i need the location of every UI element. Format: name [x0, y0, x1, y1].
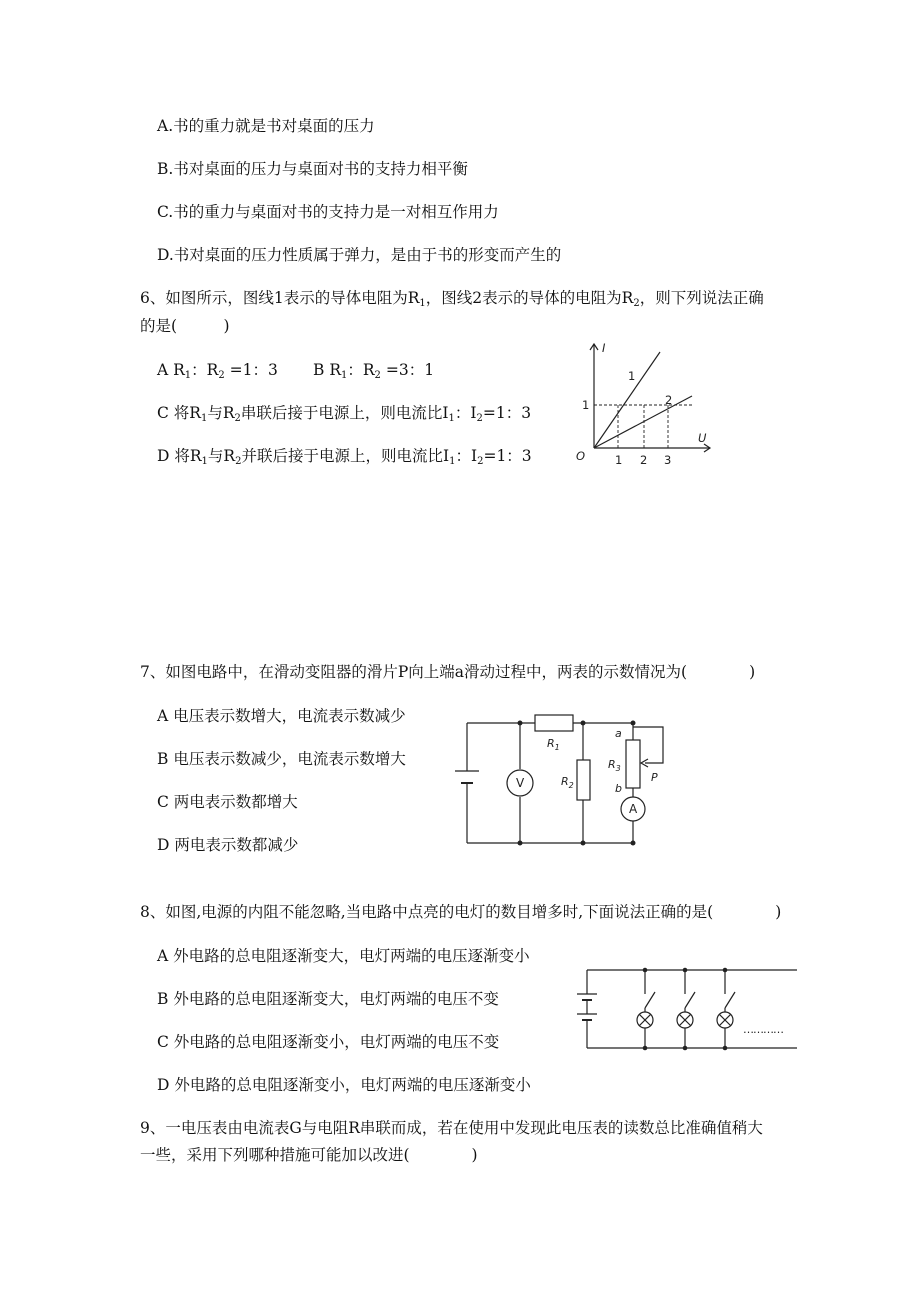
q7-option-b: B 电压表示数减少，电流表示数增大 [157, 750, 406, 768]
q6-option-b: B $R_1$：$R_2 =3$：1 [313, 361, 435, 381]
q7-option-d: D 两电表示数都减少 [157, 836, 299, 854]
lamp-branch-2 [677, 970, 695, 1048]
q7-circuit [455, 705, 685, 855]
q8-stem: 8、如图,电源的内阻不能忽略,当电路中点亮的电灯的数目增多时,下面说法正确的是( ) [140, 903, 782, 921]
q5-option-a: A.书的重力就是书对桌面的压力 [157, 117, 375, 135]
lamp-branch-3 [717, 970, 735, 1048]
x-tick-2: 2 [640, 453, 648, 467]
resistor-r3 [626, 740, 640, 788]
r3-label: $R_3$ [608, 758, 621, 773]
q6-option-d: D 将$R_1$与$R_2$并联后接于电源上，则电流比$I_1$：$I_2=1$：3 [157, 447, 532, 467]
more-lamps-dots: ………… [743, 1023, 783, 1036]
resistor-r2 [577, 760, 590, 800]
line-2-label: 2 [665, 393, 673, 407]
q7-option-c: C 两电表示数都增大 [157, 793, 298, 811]
iu-graph [570, 340, 720, 470]
q8-option-b: B 外电路的总电阻逐渐变大，电灯两端的电压不变 [157, 990, 499, 1008]
q5-option-d: D.书对桌面的压力性质属于弹力，是由于书的形变而产生的 [157, 246, 562, 264]
graph-line-2 [594, 396, 692, 448]
i-axis-label: I [602, 341, 606, 355]
q5-option-b: B.书对桌面的压力与桌面对书的支持力相平衡 [157, 160, 468, 178]
graph-line-1 [594, 352, 660, 448]
q6-option-c: C 将$R_1$与$R_2$串联后接于电源上，则电流比$I_1$：$I_2=1$：3 [157, 404, 532, 424]
u-axis-label: U [698, 431, 707, 445]
q8-option-a: A 外电路的总电阻逐渐变大，电灯两端的电压逐渐变小 [157, 947, 530, 965]
line-1-label: 1 [628, 369, 636, 383]
terminal-b-label: b [615, 782, 622, 795]
q8-option-c: C 外电路的总电阻逐渐变小，电灯两端的电压不变 [157, 1033, 500, 1051]
y-tick-1: 1 [582, 398, 590, 412]
r2-label: $R_2$ [561, 775, 574, 790]
r1-label: $R_1$ [547, 737, 560, 752]
q9-stem-line1: 9、一电压表由电流表G与电阻R串联而成，若在使用中发现此电压表的读数总比准确值稍大 [140, 1119, 763, 1137]
ammeter-label: A [629, 802, 638, 816]
q8-option-d: D 外电路的总电阻逐渐变小，电灯两端的电压逐渐变小 [157, 1076, 531, 1094]
terminal-a-label: a [615, 727, 622, 740]
q5-option-c: C.书的重力与桌面对书的支持力是一对相互作用力 [157, 203, 499, 221]
q6-stem-line2: 的是( ) [140, 317, 230, 335]
q8-circuit [575, 960, 805, 1060]
slider-wire [633, 727, 663, 763]
q6-option-a: A $R_1$：$R_2 =1$：3 [157, 361, 278, 381]
q9-stem-line2: 一些，采用下列哪种措施可能加以改进( ) [140, 1146, 478, 1164]
q7-option-a: A 电压表示数增大，电流表示数减少 [157, 707, 406, 725]
resistor-r1 [535, 715, 573, 731]
q7-stem: 7、如图电路中，在滑动变阻器的滑片P向上端a滑动过程中，两表的示数情况为( ) [140, 663, 756, 681]
origin-label: O [576, 449, 586, 463]
x-tick-1: 1 [615, 453, 623, 467]
slider-p-label: P [651, 771, 658, 784]
voltmeter-label: V [516, 776, 525, 790]
x-tick-3: 3 [664, 453, 672, 467]
q6-stem-line1: 6、如图所示，图线1表示的导体电阻为$R_1$，图线2表示的导体的电阻为$R_2$，则下列说法正确 [140, 289, 764, 309]
lamp-branch-1 [637, 970, 655, 1048]
